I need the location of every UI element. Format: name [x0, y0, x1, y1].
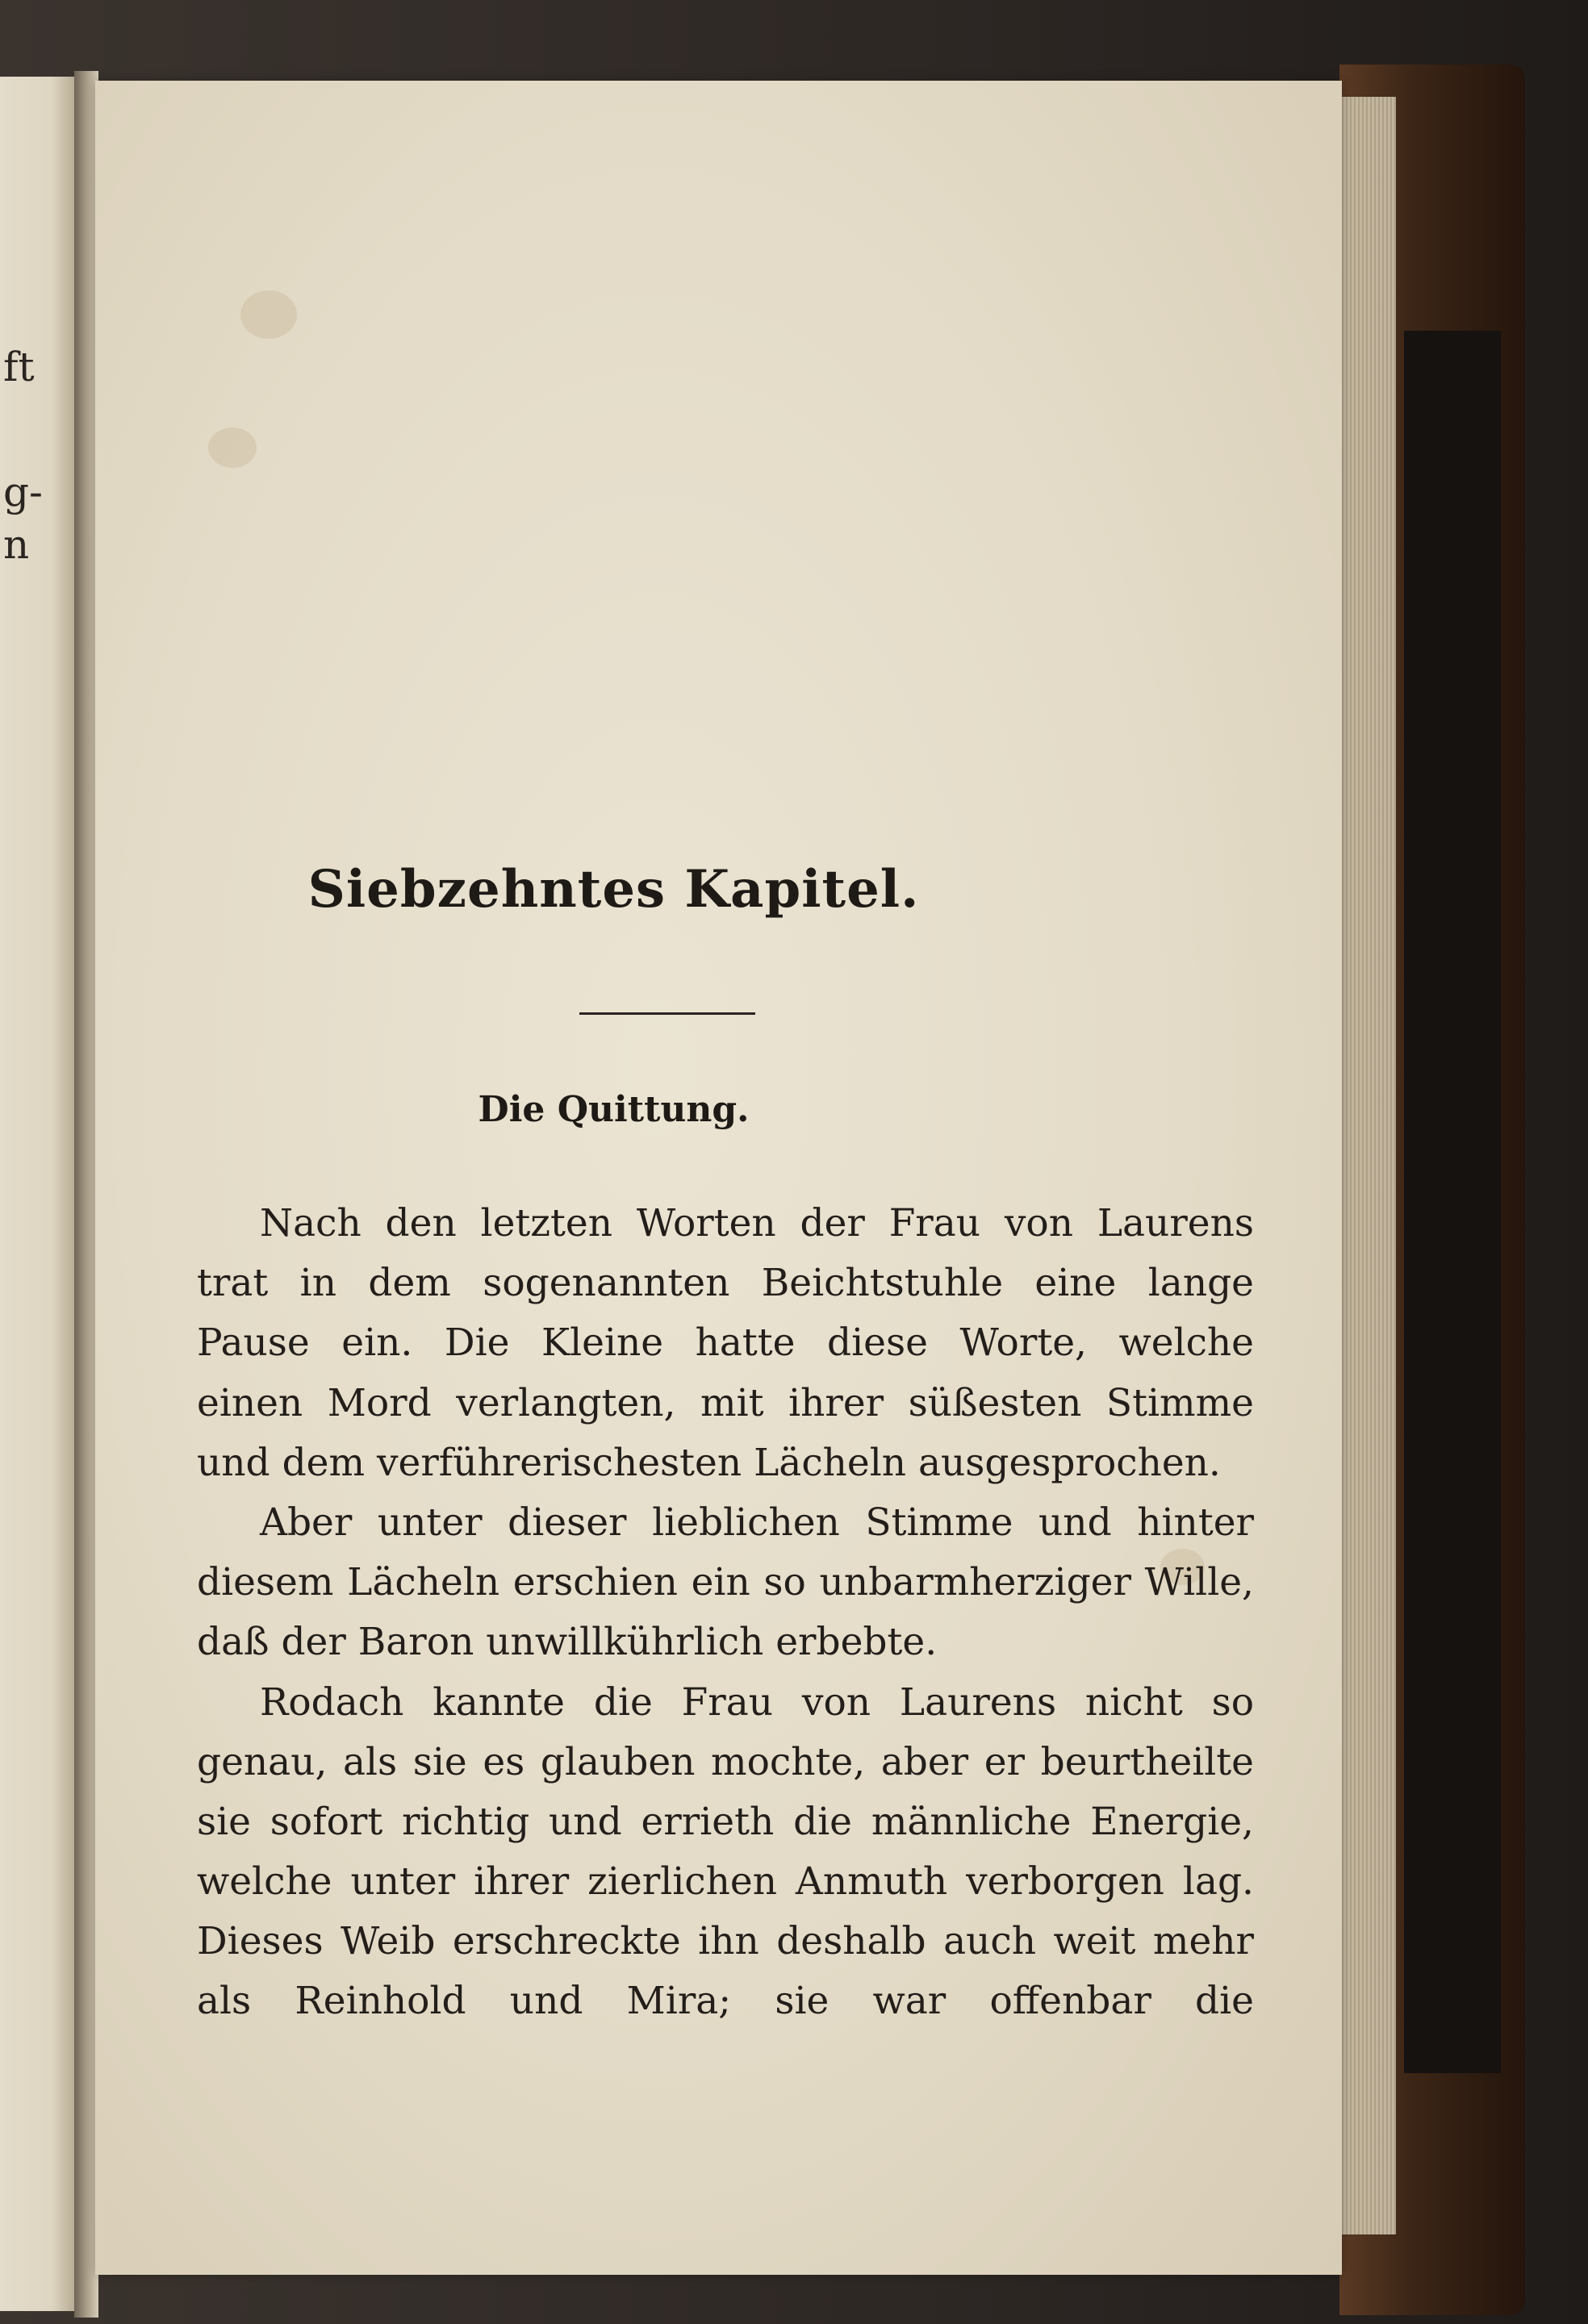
- text-line: daß der Baron unwillkührlich erbebte.: [197, 1620, 938, 1665]
- cover-band: [1404, 331, 1501, 2073]
- title-divider: [579, 1012, 755, 1015]
- text-line: welche unter ihrer zierlichen Anmuth verborgen lag.: [197, 1859, 1254, 1905]
- text-line: einen Mord verlangten, mit ihrer süßesten Stimme: [197, 1380, 1254, 1425]
- left-page-fragment: n: [3, 521, 30, 568]
- text-line: Pause ein. Die Kleine hatte diese Worte, welche: [197, 1321, 1254, 1366]
- paper-stain: [240, 290, 297, 339]
- chapter-title: Siebzehntes Kapitel.: [307, 859, 920, 920]
- text-line: genau, als sie es glauben mochte, aber er beurtheilte: [197, 1739, 1254, 1784]
- left-page-fragment: ft: [3, 344, 35, 390]
- text-line: trat in dem sogenannten Beichtstuhle eine lange: [197, 1261, 1254, 1306]
- text-line: diesem Lächeln erschien ein so unbarmherziger Wille,: [197, 1560, 1254, 1605]
- book-page: [95, 81, 1342, 2275]
- text-line: Dieses Weib erschreckte ihn deshalb auch weit mehr: [197, 1919, 1254, 1964]
- left-facing-page: [0, 77, 77, 2311]
- text-line: Aber unter dieser lieblichen Stimme und hinter: [260, 1500, 1254, 1545]
- body-text: [197, 1194, 1254, 2032]
- text-line: als Reinhold und Mira; sie war offenbar die: [197, 1979, 1254, 2024]
- text-line: sie sofort richtig und errieth die männliche Energie,: [197, 1799, 1254, 1844]
- text-line: und dem verführerischesten Lächeln ausgesprochen.: [197, 1440, 1221, 1485]
- left-page-fragment: g‑: [3, 469, 43, 515]
- text-line: Nach den letzten Worten der Frau von Laurens: [260, 1201, 1254, 1245]
- text-line: Rodach kannte die Frau von Laurens nicht so: [260, 1679, 1254, 1725]
- chapter-subtitle: Die Quittung.: [478, 1089, 750, 1130]
- paper-stain: [208, 428, 257, 468]
